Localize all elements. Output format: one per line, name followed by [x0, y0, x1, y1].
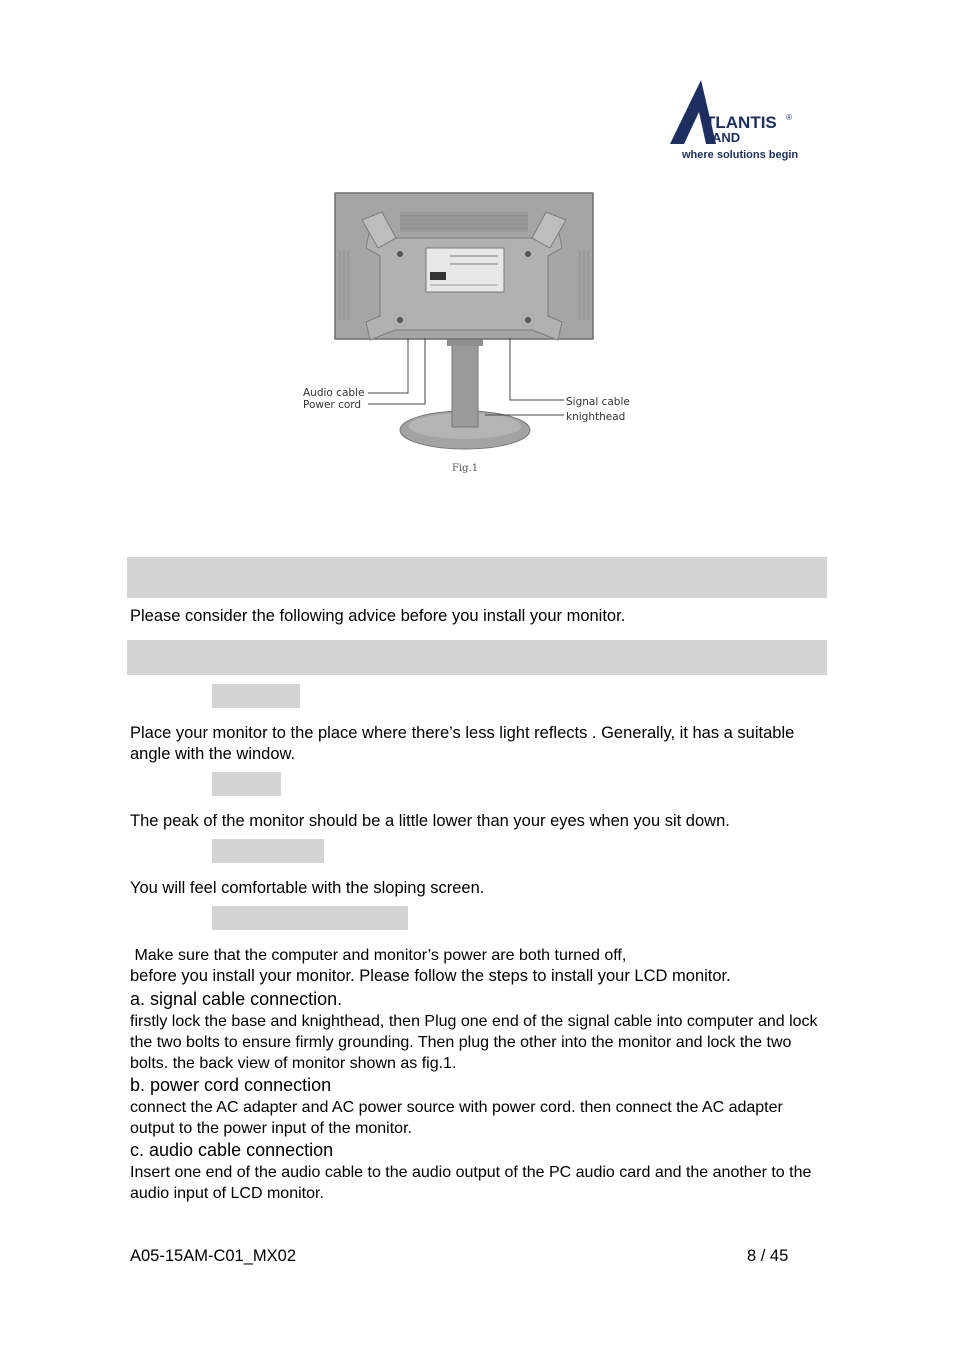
footer-doc-id: A05-15AM-C01_MX02 — [130, 1247, 296, 1265]
step-c-body: Insert one end of the audio cable to the audio output of the PC audio card and the another to the audio input of LCD monitor. — [130, 1164, 812, 1202]
step-b-heading: b. power cord connection — [130, 1075, 332, 1095]
step-a-body: firstly lock the base and knighthead, then Plug one end of the signal cable into computer and lock the two bolts to ensure firmly grounding. Then plug the other into the monitor and lock the two bolts. the back view of monitor shown as fig.1. — [130, 1013, 818, 1072]
paragraph-angle: You will feel comfortable with the sloping screen. — [130, 879, 485, 897]
subheading-chip-1 — [212, 684, 300, 708]
paragraph-lighting: Place your monitor to the place where there’s less light reflects . Generally, it has a suitable angle with the window. — [130, 724, 795, 763]
power-cord-callout: Power cord — [303, 399, 362, 411]
svg-text:AND: AND — [712, 130, 741, 145]
svg-text:where solutions begin: where solutions begin — [682, 149, 799, 161]
section-heading-bar — [127, 557, 827, 598]
step-c-heading: c. audio cable connection — [130, 1140, 334, 1160]
audio-cable-callout: Audio cable — [303, 387, 365, 399]
intro-text: Please consider the following advice before you install your monitor. — [130, 607, 626, 625]
footer-page-number: 8 / 45 — [747, 1247, 789, 1265]
svg-text:®: ® — [786, 113, 792, 122]
figure-caption: Fig.1 — [452, 463, 479, 474]
signal-cable-callout: Signal cable — [566, 396, 630, 408]
subheading-chip-3 — [212, 839, 324, 863]
step-b-body: connect the AC adapter and AC power source with power cord. then connect the AC adapter output to the power input of the monitor. — [130, 1099, 783, 1137]
subheading-chip-4 — [212, 906, 408, 930]
step-a-heading: a. signal cable connection. — [130, 989, 343, 1009]
atlantis-land-logo — [668, 78, 828, 164]
subsection-heading-bar — [127, 640, 827, 675]
monitor-back-view-figure — [300, 190, 640, 480]
paragraph-install-steps: before you install your monitor. Please follow the steps to install your LCD monitor. — [130, 967, 731, 985]
subheading-chip-2 — [212, 772, 281, 796]
svg-text:TLANTIS: TLANTIS — [705, 113, 777, 132]
knighthead-callout: knighthead — [566, 411, 626, 423]
paragraph-height: The peak of the monitor should be a little lower than your eyes when you sit down. — [130, 812, 730, 830]
paragraph-power-off: Make sure that the computer and monitor’s power are both turned off, — [130, 947, 627, 964]
